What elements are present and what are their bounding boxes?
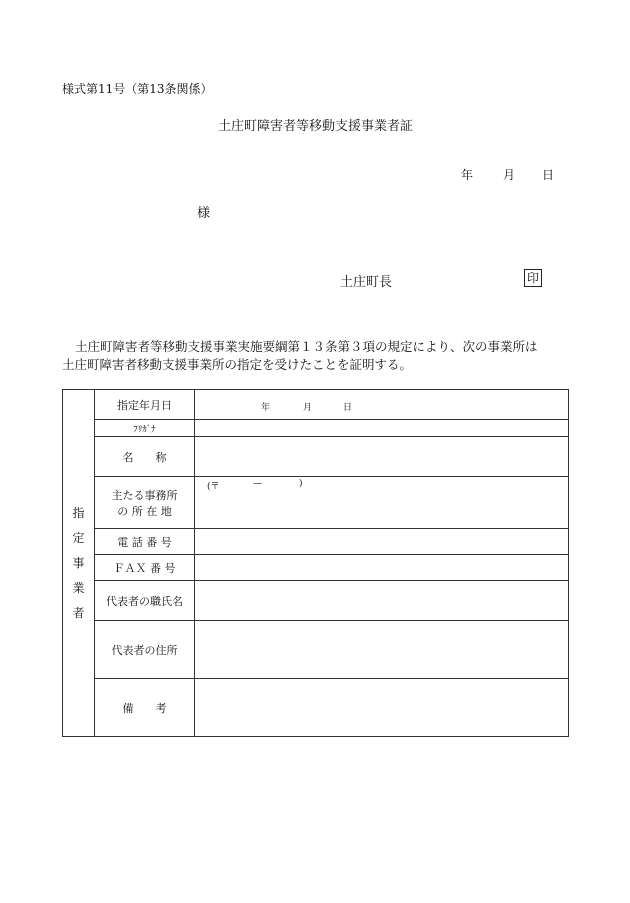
fax-label: ＦＡＸ 番 号 xyxy=(95,555,195,581)
group-char: 指 xyxy=(72,505,85,520)
postal-close: ) xyxy=(299,479,303,489)
office-label-line-2: の 所 在 地 xyxy=(117,504,172,518)
name-field[interactable] xyxy=(195,437,569,477)
seal-stamp: 印 xyxy=(524,269,542,287)
furigana-label: ﾌﾘｶﾞﾅ xyxy=(95,420,195,437)
designation-year-label: 年 xyxy=(261,403,271,413)
designation-month-label: 月 xyxy=(303,403,313,413)
postal-prefix: (〒 xyxy=(207,482,220,492)
office-address-field[interactable] xyxy=(195,477,569,529)
office-address-label xyxy=(95,477,195,529)
representative-title-field[interactable] xyxy=(195,581,569,621)
form-number: 様式第11号（第13条関係） xyxy=(62,82,213,96)
designation-date-label: 指定年月日 xyxy=(95,390,195,420)
group-char: 定 xyxy=(72,530,85,545)
issuer-name: 土庄町長 xyxy=(340,275,393,290)
document-title: 土庄町障害者等移動支援事業者証 xyxy=(218,119,414,134)
furigana-field[interactable] xyxy=(195,420,569,437)
representative-address-label: 代表者の住所 xyxy=(95,621,195,679)
remarks-field[interactable] xyxy=(195,679,569,737)
remarks-label: 備 考 xyxy=(95,679,195,737)
certification-line-2: 土庄町障害者移動支援事業所の指定を受けたことを証明する。 xyxy=(62,357,413,372)
representative-address-field[interactable] xyxy=(195,621,569,679)
postal-dash: — xyxy=(253,479,262,489)
phone-label: 電 話 番 号 xyxy=(95,529,195,555)
representative-title-label: 代表者の職氏名 xyxy=(95,581,195,621)
designated-operator-table xyxy=(62,389,569,737)
date-day-label: 日 xyxy=(542,168,555,182)
addressee-suffix: 様 xyxy=(197,206,211,221)
designated-operator-group-label xyxy=(63,390,95,737)
phone-field[interactable] xyxy=(195,529,569,555)
fax-field[interactable] xyxy=(195,555,569,581)
office-label-line-1: 主たる事務所 xyxy=(111,488,178,502)
certification-line-1: 土庄町障害者等移動支援事業実施要綱第１３条第３項の規定により、次の事業所は xyxy=(75,339,538,354)
date-year-label: 年 xyxy=(461,168,474,182)
group-char: 者 xyxy=(72,605,85,620)
certification-text xyxy=(62,338,572,374)
group-char: 事 xyxy=(72,555,85,570)
date-month-label: 月 xyxy=(503,168,516,182)
designation-day-label: 日 xyxy=(343,403,353,413)
name-label: 名 称 xyxy=(95,437,195,477)
designation-date-field[interactable] xyxy=(195,390,569,420)
group-char: 業 xyxy=(72,580,85,595)
